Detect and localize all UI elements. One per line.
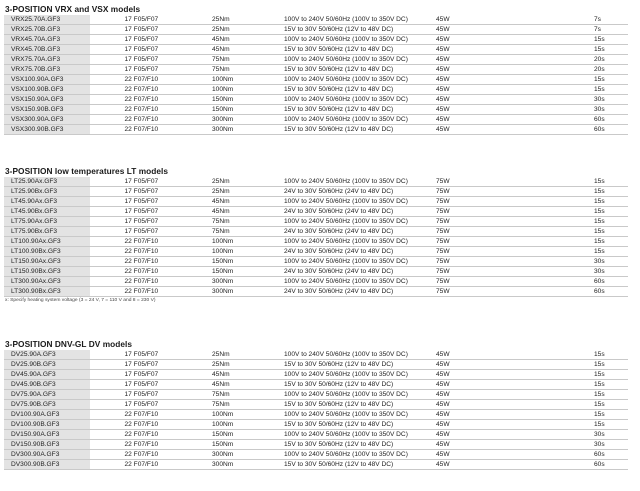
torque-cell: 45Nm <box>181 45 239 55</box>
operating-time-cell: 15s <box>548 370 628 380</box>
supply-voltage-cell: 15V to 30V 50/60Hz (12V to 48V DC) <box>239 45 417 55</box>
table-row <box>4 227 628 237</box>
supply-voltage-cell: 100V to 240V 50/60Hz (100V to 350V DC) <box>239 177 417 187</box>
table-row <box>4 267 628 277</box>
operating-time-cell: 15s <box>548 410 628 420</box>
table-row <box>4 420 628 430</box>
model-code-cell: LT25.90Ax.GF3 <box>4 177 90 187</box>
section-title: 3-POSITION DNV-GL DV models <box>5 339 133 349</box>
torque-cell: 75Nm <box>181 390 239 400</box>
table-row <box>4 390 628 400</box>
torque-cell: 300Nm <box>181 277 239 287</box>
operating-time-cell: 30s <box>548 267 628 277</box>
operating-time-cell: 15s <box>548 360 628 370</box>
supply-voltage-cell: 100V to 240V 50/60Hz (100V to 350V DC) <box>239 350 417 360</box>
torque-cell: 300Nm <box>181 460 239 470</box>
supply-voltage-cell: 24V to 30V 50/60Hz (24V to 48V DC) <box>239 287 417 297</box>
supply-voltage-cell: 15V to 30V 50/60Hz (12V to 48V DC) <box>239 105 417 115</box>
model-code-cell: VRX45.70A.GF3 <box>4 35 90 45</box>
operating-time-cell: 15s <box>548 380 628 390</box>
flange-size-cell: 17 F05/F07 <box>90 207 181 217</box>
power-cell: 45W <box>417 440 548 450</box>
flange-size-cell: 17 F05/F07 <box>90 15 181 25</box>
flange-size-cell: 22 F07/F10 <box>90 430 181 440</box>
supply-voltage-cell: 100V to 240V 50/60Hz (100V to 350V DC) <box>239 257 417 267</box>
operating-time-cell: 15s <box>548 75 628 85</box>
section-title: 3-POSITION low temperatures LT models <box>5 166 169 176</box>
flange-size-cell: 22 F07/F10 <box>90 440 181 450</box>
flange-size-cell: 22 F07/F10 <box>90 450 181 460</box>
flange-size-cell: 17 F05/F07 <box>90 25 181 35</box>
model-code-cell: LT300.90Ax.GF3 <box>4 277 90 287</box>
power-cell: 45W <box>417 95 548 105</box>
power-cell: 45W <box>417 85 548 95</box>
flange-size-cell: 17 F05/F07 <box>90 65 181 75</box>
flange-size-cell: 17 F05/F07 <box>90 197 181 207</box>
power-cell: 45W <box>417 360 548 370</box>
model-code-cell: DV100.90A.GF3 <box>4 410 90 420</box>
spec-table <box>4 15 628 135</box>
flange-size-cell: 17 F05/F07 <box>90 217 181 227</box>
operating-time-cell: 15s <box>548 420 628 430</box>
power-cell: 45W <box>417 350 548 360</box>
torque-cell: 45Nm <box>181 207 239 217</box>
power-cell: 45W <box>417 460 548 470</box>
power-cell: 75W <box>417 177 548 187</box>
torque-cell: 45Nm <box>181 35 239 45</box>
model-code-cell: DV75.90B.GF3 <box>4 400 90 410</box>
torque-cell: 100Nm <box>181 85 239 95</box>
supply-voltage-cell: 24V to 30V 50/60Hz (24V to 48V DC) <box>239 187 417 197</box>
operating-time-cell: 60s <box>548 450 628 460</box>
model-code-cell: DV150.90A.GF3 <box>4 430 90 440</box>
model-code-cell: LT45.90Ax.GF3 <box>4 197 90 207</box>
flange-size-cell: 22 F07/F10 <box>90 277 181 287</box>
supply-voltage-cell: 100V to 240V 50/60Hz (100V to 350V DC) <box>239 217 417 227</box>
supply-voltage-cell: 15V to 30V 50/60Hz (12V to 48V DC) <box>239 65 417 75</box>
table-row <box>4 460 628 470</box>
flange-size-cell: 22 F07/F10 <box>90 115 181 125</box>
flange-size-cell: 22 F07/F10 <box>90 257 181 267</box>
model-code-cell: VSX300.90A.GF3 <box>4 115 90 125</box>
torque-cell: 45Nm <box>181 370 239 380</box>
power-cell: 45W <box>417 410 548 420</box>
table-row <box>4 360 628 370</box>
table-row <box>4 197 628 207</box>
power-cell: 45W <box>417 65 548 75</box>
torque-cell: 25Nm <box>181 15 239 25</box>
model-code-cell: LT150.90Ax.GF3 <box>4 257 90 267</box>
table-row <box>4 247 628 257</box>
torque-cell: 25Nm <box>181 177 239 187</box>
power-cell: 45W <box>417 370 548 380</box>
power-cell: 45W <box>417 400 548 410</box>
flange-size-cell: 22 F07/F10 <box>90 237 181 247</box>
operating-time-cell: 15s <box>548 35 628 45</box>
table-row <box>4 400 628 410</box>
supply-voltage-cell: 15V to 30V 50/60Hz (12V to 48V DC) <box>239 400 417 410</box>
torque-cell: 75Nm <box>181 217 239 227</box>
power-cell: 45W <box>417 450 548 460</box>
torque-cell: 25Nm <box>181 350 239 360</box>
supply-voltage-cell: 100V to 240V 50/60Hz (100V to 350V DC) <box>239 15 417 25</box>
model-code-cell: DV100.90B.GF3 <box>4 420 90 430</box>
table-row <box>4 450 628 460</box>
table-row <box>4 350 628 360</box>
torque-cell: 300Nm <box>181 287 239 297</box>
operating-time-cell: 60s <box>548 287 628 297</box>
flange-size-cell: 22 F07/F10 <box>90 125 181 135</box>
supply-voltage-cell: 100V to 240V 50/60Hz (100V to 350V DC) <box>239 390 417 400</box>
section-lt <box>4 166 628 305</box>
operating-time-cell: 30s <box>548 105 628 115</box>
torque-cell: 150Nm <box>181 105 239 115</box>
flange-size-cell: 17 F05/F07 <box>90 45 181 55</box>
power-cell: 75W <box>417 227 548 237</box>
table-row <box>4 177 628 187</box>
operating-time-cell: 60s <box>548 460 628 470</box>
supply-voltage-cell: 100V to 240V 50/60Hz (100V to 350V DC) <box>239 197 417 207</box>
model-code-cell: LT75.90Ax.GF3 <box>4 217 90 227</box>
power-cell: 75W <box>417 247 548 257</box>
operating-time-cell: 15s <box>548 390 628 400</box>
flange-size-cell: 22 F07/F10 <box>90 287 181 297</box>
operating-time-cell: 60s <box>548 125 628 135</box>
power-cell: 45W <box>417 125 548 135</box>
operating-time-cell: 7s <box>548 15 628 25</box>
flange-size-cell: 22 F07/F10 <box>90 105 181 115</box>
torque-cell: 300Nm <box>181 450 239 460</box>
model-code-cell: DV25.90B.GF3 <box>4 360 90 370</box>
table-row <box>4 287 628 297</box>
torque-cell: 75Nm <box>181 65 239 75</box>
power-cell: 45W <box>417 380 548 390</box>
spec-table <box>4 350 628 470</box>
table-row <box>4 15 628 25</box>
model-code-cell: VRX75.70B.GF3 <box>4 65 90 75</box>
operating-time-cell: 30s <box>548 440 628 450</box>
section-title: 3-POSITION VRX and VSX models <box>5 4 141 14</box>
model-code-cell: VSX150.90A.GF3 <box>4 95 90 105</box>
operating-time-cell: 15s <box>548 85 628 95</box>
power-cell: 75W <box>417 187 548 197</box>
operating-time-cell: 7s <box>548 25 628 35</box>
torque-cell: 100Nm <box>181 410 239 420</box>
operating-time-cell: 15s <box>548 45 628 55</box>
table-row <box>4 187 628 197</box>
operating-time-cell: 60s <box>548 115 628 125</box>
model-code-cell: VSX150.90B.GF3 <box>4 105 90 115</box>
torque-cell: 300Nm <box>181 125 239 135</box>
supply-voltage-cell: 15V to 30V 50/60Hz (12V to 48V DC) <box>239 125 417 135</box>
torque-cell: 100Nm <box>181 237 239 247</box>
model-code-cell: LT100.90Bx.GF3 <box>4 247 90 257</box>
torque-cell: 300Nm <box>181 115 239 125</box>
power-cell: 45W <box>417 105 548 115</box>
table-row <box>4 370 628 380</box>
flange-size-cell: 22 F07/F10 <box>90 267 181 277</box>
power-cell: 45W <box>417 35 548 45</box>
table-row <box>4 125 628 135</box>
model-code-cell: DV45.90B.GF3 <box>4 380 90 390</box>
supply-voltage-cell: 15V to 30V 50/60Hz (12V to 48V DC) <box>239 460 417 470</box>
flange-size-cell: 17 F05/F07 <box>90 187 181 197</box>
operating-time-cell: 15s <box>548 227 628 237</box>
model-code-cell: DV75.90A.GF3 <box>4 390 90 400</box>
operating-time-cell: 15s <box>548 237 628 247</box>
model-code-cell: VRX75.70A.GF3 <box>4 55 90 65</box>
power-cell: 45W <box>417 55 548 65</box>
power-cell: 75W <box>417 237 548 247</box>
torque-cell: 25Nm <box>181 360 239 370</box>
torque-cell: 100Nm <box>181 75 239 85</box>
torque-cell: 45Nm <box>181 380 239 390</box>
torque-cell: 25Nm <box>181 187 239 197</box>
supply-voltage-cell: 100V to 240V 50/60Hz (100V to 350V DC) <box>239 95 417 105</box>
torque-cell: 75Nm <box>181 55 239 65</box>
model-code-cell: VRX25.70A.GF3 <box>4 15 90 25</box>
flange-size-cell: 22 F07/F10 <box>90 85 181 95</box>
power-cell: 45W <box>417 15 548 25</box>
table-row <box>4 95 628 105</box>
supply-voltage-cell: 15V to 30V 50/60Hz (12V to 48V DC) <box>239 440 417 450</box>
operating-time-cell: 60s <box>548 277 628 287</box>
model-code-cell: VRX25.70B.GF3 <box>4 25 90 35</box>
flange-size-cell: 22 F07/F10 <box>90 75 181 85</box>
supply-voltage-cell: 100V to 240V 50/60Hz (100V to 350V DC) <box>239 35 417 45</box>
operating-time-cell: 15s <box>548 247 628 257</box>
model-code-cell: DV25.90A.GF3 <box>4 350 90 360</box>
supply-voltage-cell: 15V to 30V 50/60Hz (12V to 48V DC) <box>239 25 417 35</box>
model-code-cell: DV45.90A.GF3 <box>4 370 90 380</box>
operating-time-cell: 20s <box>548 55 628 65</box>
section-dnv-gl <box>4 339 628 470</box>
model-code-cell: DV150.90B.GF3 <box>4 440 90 450</box>
power-cell: 45W <box>417 390 548 400</box>
model-code-cell: LT25.90Bx.GF3 <box>4 187 90 197</box>
operating-time-cell: 20s <box>548 65 628 75</box>
model-code-cell: VSX100.90B.GF3 <box>4 85 90 95</box>
supply-voltage-cell: 24V to 30V 50/60Hz (24V to 48V DC) <box>239 207 417 217</box>
torque-cell: 150Nm <box>181 267 239 277</box>
model-code-cell: VSX300.90B.GF3 <box>4 125 90 135</box>
power-cell: 45W <box>417 75 548 85</box>
table-row <box>4 85 628 95</box>
footnote: x: Specify heating system voltage (3 = 24 V, 7 = 110 V and 8 = 230 V) <box>5 298 156 303</box>
operating-time-cell: 15s <box>548 217 628 227</box>
supply-voltage-cell: 100V to 240V 50/60Hz (100V to 350V DC) <box>239 55 417 65</box>
power-cell: 75W <box>417 217 548 227</box>
power-cell: 45W <box>417 45 548 55</box>
power-cell: 45W <box>417 430 548 440</box>
power-cell: 75W <box>417 207 548 217</box>
flange-size-cell: 17 F05/F07 <box>90 177 181 187</box>
power-cell: 45W <box>417 420 548 430</box>
torque-cell: 150Nm <box>181 430 239 440</box>
torque-cell: 150Nm <box>181 440 239 450</box>
power-cell: 75W <box>417 257 548 267</box>
operating-time-cell: 30s <box>548 95 628 105</box>
table-row <box>4 380 628 390</box>
supply-voltage-cell: 100V to 240V 50/60Hz (100V to 350V DC) <box>239 75 417 85</box>
table-row <box>4 440 628 450</box>
power-cell: 75W <box>417 197 548 207</box>
table-row <box>4 55 628 65</box>
model-code-cell: LT150.90Bx.GF3 <box>4 267 90 277</box>
flange-size-cell: 17 F05/F07 <box>90 55 181 65</box>
flange-size-cell: 22 F07/F10 <box>90 95 181 105</box>
model-code-cell: DV300.90A.GF3 <box>4 450 90 460</box>
torque-cell: 45Nm <box>181 197 239 207</box>
supply-voltage-cell: 24V to 30V 50/60Hz (24V to 48V DC) <box>239 267 417 277</box>
model-code-cell: LT100.90Ax.GF3 <box>4 237 90 247</box>
table-row <box>4 217 628 227</box>
supply-voltage-cell: 100V to 240V 50/60Hz (100V to 350V DC) <box>239 237 417 247</box>
table-row <box>4 410 628 420</box>
flange-size-cell: 17 F05/F07 <box>90 390 181 400</box>
torque-cell: 100Nm <box>181 420 239 430</box>
torque-cell: 25Nm <box>181 25 239 35</box>
table-row <box>4 75 628 85</box>
flange-size-cell: 17 F05/F07 <box>90 360 181 370</box>
spec-table <box>4 177 628 297</box>
flange-size-cell: 22 F07/F10 <box>90 247 181 257</box>
operating-time-cell: 15s <box>548 187 628 197</box>
supply-voltage-cell: 100V to 240V 50/60Hz (100V to 350V DC) <box>239 430 417 440</box>
flange-size-cell: 17 F05/F07 <box>90 380 181 390</box>
table-row <box>4 277 628 287</box>
table-row <box>4 105 628 115</box>
operating-time-cell: 15s <box>548 400 628 410</box>
table-row <box>4 115 628 125</box>
model-code-cell: LT300.90Bx.GF3 <box>4 287 90 297</box>
power-cell: 75W <box>417 277 548 287</box>
torque-cell: 100Nm <box>181 247 239 257</box>
torque-cell: 150Nm <box>181 257 239 267</box>
table-row <box>4 430 628 440</box>
supply-voltage-cell: 15V to 30V 50/60Hz (12V to 48V DC) <box>239 380 417 390</box>
supply-voltage-cell: 100V to 240V 50/60Hz (100V to 350V DC) <box>239 277 417 287</box>
model-code-cell: DV300.90B.GF3 <box>4 460 90 470</box>
table-row <box>4 257 628 267</box>
supply-voltage-cell: 24V to 30V 50/60Hz (24V to 48V DC) <box>239 227 417 237</box>
model-code-cell: VSX100.90A.GF3 <box>4 75 90 85</box>
operating-time-cell: 30s <box>548 430 628 440</box>
operating-time-cell: 15s <box>548 197 628 207</box>
flange-size-cell: 17 F05/F07 <box>90 350 181 360</box>
power-cell: 75W <box>417 287 548 297</box>
table-row <box>4 25 628 35</box>
supply-voltage-cell: 15V to 30V 50/60Hz (12V to 48V DC) <box>239 360 417 370</box>
flange-size-cell: 22 F07/F10 <box>90 420 181 430</box>
model-code-cell: LT45.90Bx.GF3 <box>4 207 90 217</box>
operating-time-cell: 15s <box>548 207 628 217</box>
supply-voltage-cell: 100V to 240V 50/60Hz (100V to 350V DC) <box>239 410 417 420</box>
supply-voltage-cell: 100V to 240V 50/60Hz (100V to 350V DC) <box>239 450 417 460</box>
section-vrx-vsx <box>4 4 628 135</box>
torque-cell: 150Nm <box>181 95 239 105</box>
model-code-cell: LT75.90Bx.GF3 <box>4 227 90 237</box>
operating-time-cell: 15s <box>548 177 628 187</box>
flange-size-cell: 17 F05/F07 <box>90 370 181 380</box>
table-row <box>4 237 628 247</box>
flange-size-cell: 17 F05/F07 <box>90 227 181 237</box>
power-cell: 45W <box>417 25 548 35</box>
power-cell: 75W <box>417 267 548 277</box>
supply-voltage-cell: 100V to 240V 50/60Hz (100V to 350V DC) <box>239 370 417 380</box>
torque-cell: 75Nm <box>181 400 239 410</box>
operating-time-cell: 30s <box>548 257 628 267</box>
supply-voltage-cell: 15V to 30V 50/60Hz (12V to 48V DC) <box>239 85 417 95</box>
table-row <box>4 65 628 75</box>
power-cell: 45W <box>417 115 548 125</box>
flange-size-cell: 17 F05/F07 <box>90 35 181 45</box>
table-row <box>4 45 628 55</box>
table-row <box>4 35 628 45</box>
operating-time-cell: 15s <box>548 350 628 360</box>
flange-size-cell: 22 F07/F10 <box>90 460 181 470</box>
supply-voltage-cell: 24V to 30V 50/60Hz (24V to 48V DC) <box>239 247 417 257</box>
flange-size-cell: 17 F05/F07 <box>90 400 181 410</box>
table-row <box>4 207 628 217</box>
torque-cell: 75Nm <box>181 227 239 237</box>
supply-voltage-cell: 100V to 240V 50/60Hz (100V to 350V DC) <box>239 115 417 125</box>
model-code-cell: VRX45.70B.GF3 <box>4 45 90 55</box>
flange-size-cell: 22 F07/F10 <box>90 410 181 420</box>
supply-voltage-cell: 15V to 30V 50/60Hz (12V to 48V DC) <box>239 420 417 430</box>
